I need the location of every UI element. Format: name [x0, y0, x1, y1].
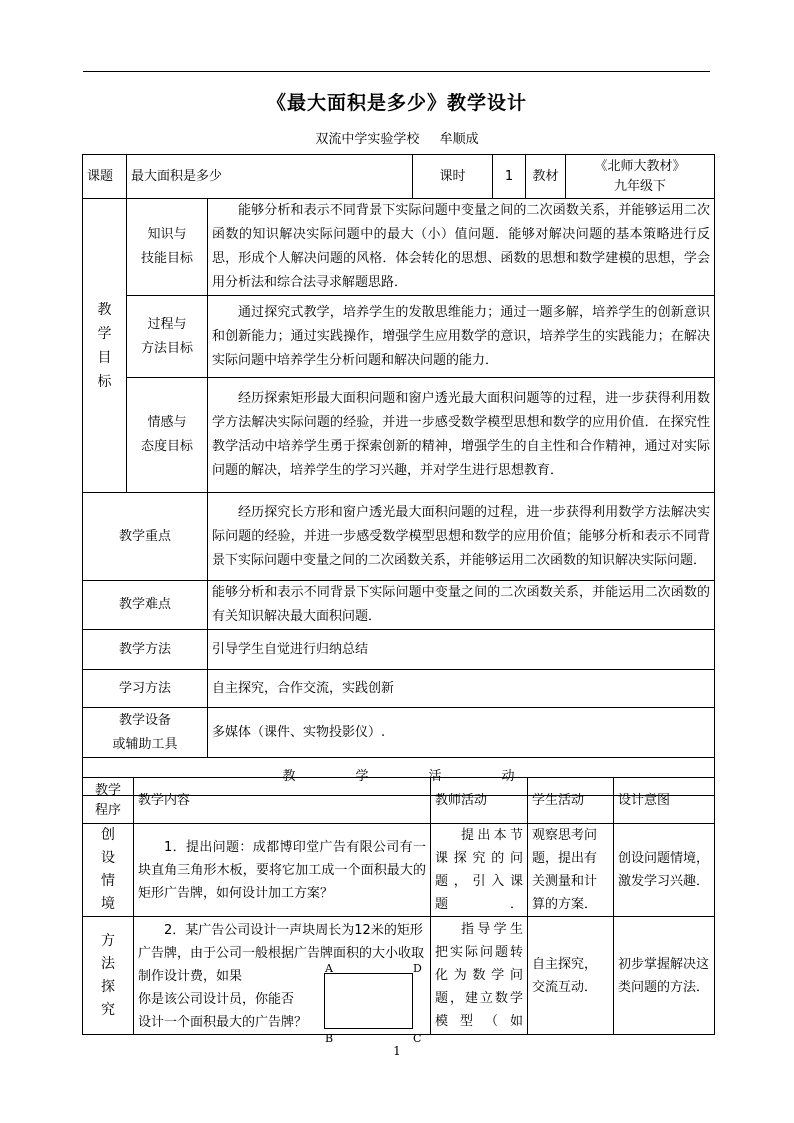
vertex-label-b: B — [325, 1032, 334, 1045]
vertex-label-c: C — [413, 1032, 422, 1045]
topic-row — [83, 155, 715, 199]
textbook-name: 《北师大教材》 — [594, 158, 686, 174]
billboard-rectangle-figure — [324, 973, 413, 1029]
procedure-cell-2: 方 法 探 究 — [83, 917, 134, 1035]
author-name: 牟顺成 — [439, 132, 479, 147]
equipment-label: 教学设备 或辅助工具 — [83, 708, 208, 758]
emotion-goal-text: 经历探索矩形最大面积问题和窗户透光最大面积问题等的过程，进一步获得利用数学方法解决实际问题的经验，并进一步感受数学模型思想和数学的应用价值．在探究性教学活动中培养学生勇于探索创新的精神，增强学生的自主性和合作精神，通过对实际问题的解决，培养学生的学习兴趣，并对学生进行思想教育． — [208, 378, 715, 493]
teaching-method-text: 引导学生自觉进行归纳总结 — [208, 630, 715, 670]
process-goal-row — [83, 296, 715, 378]
intent-cell-2: 初步掌握解决这类问题的方法． — [614, 917, 715, 1035]
knowledge-goal-label: 知识与 技能目标 — [127, 199, 208, 296]
knowledge-goal-row — [83, 199, 715, 296]
content-cell-2-line-2: 你是该公司设计员，你能否 — [138, 992, 295, 1007]
header-rule — [83, 71, 710, 72]
school-name: 双流中学实验学校 — [315, 132, 420, 147]
hours-value: 1 — [493, 155, 526, 199]
process-goal-text: 通过探究式教学，培养学生的发散思维能力；通过一题多解，培养学生的创新意识和创新能力；通过实践操作，增强学生应用数学的意识，培养学生的实践能力；在解决实际问题中培养学生分析问题和解决问题的能力． — [208, 296, 715, 378]
procedure-header: 教学 程序 — [83, 778, 134, 824]
author-line — [0, 128, 794, 147]
activity-row-1 — [83, 824, 715, 917]
content-cell-1: 1．提出问题：成都博印堂广告有限公司有一块直角三角形木板，要将它加工成一个面积最大的矩形广告牌，如何设计加工方案？ — [134, 824, 431, 917]
topic-value: 最大面积是多少 — [127, 155, 413, 199]
page-number: 1 — [393, 1044, 401, 1058]
student-header: 学生活动 — [528, 778, 614, 824]
learning-method-text: 自主探究，合作交流，实践创新 — [208, 670, 715, 708]
student-cell-2: 自主探究，交流互动． — [528, 917, 614, 1035]
activities-heading: 教 学 活 动 — [83, 758, 715, 796]
vertex-label-a: A — [325, 962, 333, 975]
document-title: 《最大面积是多少》教学设计 — [266, 92, 527, 114]
teacher-cell-2: 指导学生把实际问题转化为数学问题，建立数学模型（如 — [431, 917, 528, 1035]
intent-cell-1: 创设问题情境，激发学习兴趣． — [614, 824, 715, 917]
key-points-text: 经历探究长方形和窗户透光最大面积问题的过程，进一步获得利用数学方法解决实际问题的经验，并进一步感受数学模型思想和数学的应用价值；能够分析和表示不同背景下实际问题中变量之间的二次函数关系，并能够运用二次函数的知识解决实际问题． — [208, 493, 715, 581]
learning-method-row — [83, 670, 715, 708]
textbook-grade: 九年级下 — [614, 178, 667, 194]
content-cell-2-line-3: 设计一个面积最大的广告牌？ — [138, 1015, 308, 1030]
textbook-value — [566, 155, 715, 199]
difficulties-label: 教学难点 — [83, 581, 208, 630]
knowledge-goal-text: 能够分析和表示不同背景下实际问题中变量之间的二次函数关系，并能够运用二次函数的知识解决实际问题中的最大（小）值问题．能够对解决问题的基本策略进行反思，形成个人解决问题的风格．体会转化的思想、函数的思想和数学建模的思想，学会用分析法和综合法寻求解题思路． — [208, 199, 715, 296]
teacher-cell-1: 提出本节课探究的问题，引入课题． — [431, 824, 528, 917]
teacher-header: 教师活动 — [431, 778, 528, 824]
procedure-cell-1: 创 设 情 境 — [83, 824, 134, 917]
emotion-goal-row — [83, 378, 715, 493]
equipment-text: 多媒体（课件、实物投影仪）. — [208, 708, 715, 758]
teaching-method-label: 教学方法 — [83, 630, 208, 670]
teaching-method-row — [83, 630, 715, 670]
learning-method-label: 学习方法 — [83, 670, 208, 708]
lesson-plan-table — [82, 154, 715, 796]
topic-label: 课题 — [83, 155, 127, 199]
process-goal-label: 过程与 方法目标 — [127, 296, 208, 378]
key-points-row — [83, 493, 715, 581]
student-cell-1: 观察思考问题，提出有关测量和计算的方案． — [528, 824, 614, 917]
goals-label: 教 学 目 标 — [83, 199, 127, 493]
content-cell-2-text: 2．某广告公司设计一声块周长为12米的矩形广告牌，由于公司一般根据广告牌面积的大小收取制作设计费，如果 — [138, 923, 425, 984]
hours-label: 课时 — [413, 155, 493, 199]
key-points-label: 教学重点 — [83, 493, 208, 581]
difficulties-text: 能够分析和表示不同背景下实际问题中变量之间的二次函数关系，并能运用二次函数的有关知识解决最大面积问题． — [208, 581, 715, 630]
content-header: 教学内容 — [134, 778, 431, 824]
vertex-label-d: D — [413, 962, 422, 975]
emotion-goal-label: 情感与 态度目标 — [127, 378, 208, 493]
textbook-label: 教材 — [526, 155, 566, 199]
intent-header: 设计意图 — [614, 778, 715, 824]
difficulties-row — [83, 581, 715, 630]
activity-header-row — [83, 778, 715, 824]
equipment-row — [83, 708, 715, 758]
